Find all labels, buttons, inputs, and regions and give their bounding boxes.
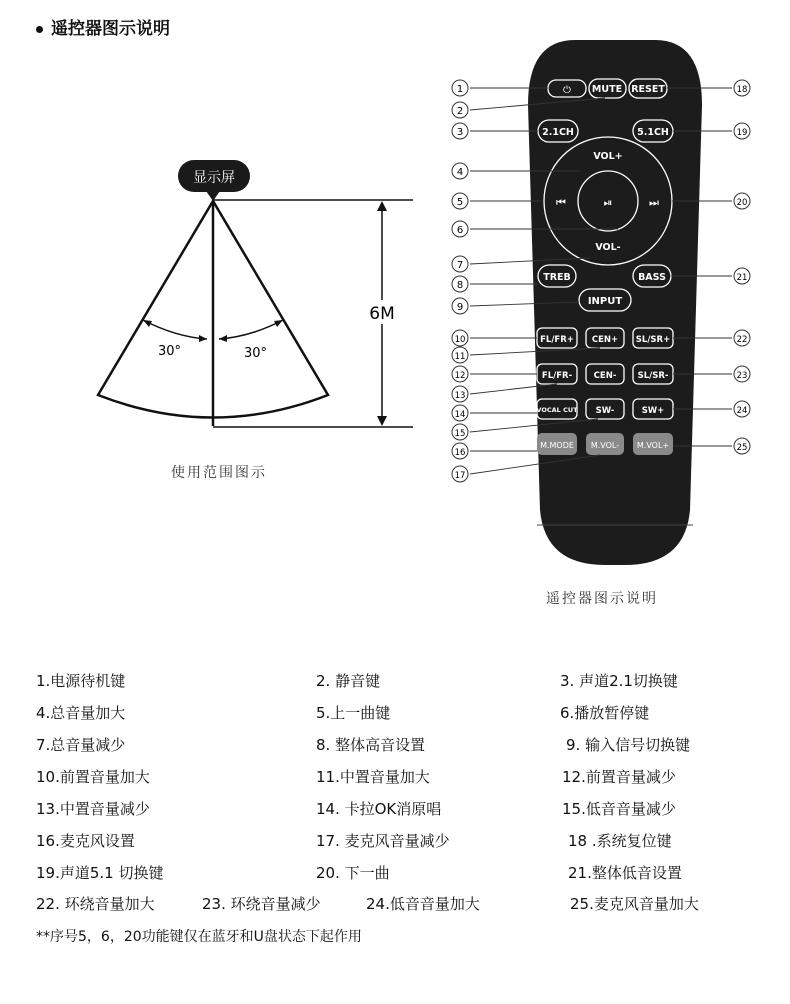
legend-item: 16.麦克风设置 bbox=[36, 832, 135, 850]
svg-text:9: 9 bbox=[456, 302, 464, 313]
svg-text:CEN+: CEN+ bbox=[591, 335, 619, 345]
callout-19 bbox=[734, 123, 750, 139]
callout-1 bbox=[452, 80, 468, 96]
svg-text:SW-: SW- bbox=[595, 406, 615, 416]
legend-item: 1.电源待机键 bbox=[36, 672, 126, 690]
svg-text:M.MODE: M.MODE bbox=[540, 441, 574, 450]
m-vol-plus-button[interactable] bbox=[633, 433, 673, 455]
callout-11 bbox=[452, 347, 468, 363]
legend-item: 12.前置音量减少 bbox=[562, 768, 676, 786]
legend-item: 23. 环绕音量减少 bbox=[202, 895, 321, 913]
callout-17 bbox=[452, 466, 468, 482]
legend-item: 21.整体低音设置 bbox=[568, 864, 682, 882]
arrowhead bbox=[377, 201, 387, 211]
fl-fr-plus-button[interactable] bbox=[537, 328, 577, 348]
svg-text:M.VOL+: M.VOL+ bbox=[636, 441, 670, 450]
svg-text:⏻: ⏻ bbox=[563, 85, 571, 96]
callout-14 bbox=[452, 405, 468, 421]
svg-text:8: 8 bbox=[456, 280, 464, 291]
callout-25 bbox=[734, 438, 750, 454]
legend-item: 4.总音量加大 bbox=[36, 704, 126, 722]
svg-text:1: 1 bbox=[456, 84, 464, 95]
input-button[interactable] bbox=[579, 289, 631, 311]
svg-text:5.1CH: 5.1CH bbox=[637, 127, 669, 138]
legend-item: 3. 声道2.1切换键 bbox=[560, 672, 678, 690]
svg-text:BASS: BASS bbox=[638, 272, 666, 283]
angle-label-right: 30° bbox=[244, 346, 268, 361]
range-diagram bbox=[0, 0, 440, 500]
angle-label-left: 30° bbox=[158, 344, 182, 359]
remote-caption: 遥控器图示说明 bbox=[546, 591, 658, 607]
section-title-text: 遥控器图示说明 bbox=[51, 19, 170, 39]
callout-7 bbox=[452, 256, 468, 272]
reset-button[interactable] bbox=[629, 79, 667, 98]
svg-text:5: 5 bbox=[456, 197, 464, 208]
legend-item: 13.中置音量减少 bbox=[36, 800, 150, 818]
svg-text:25: 25 bbox=[736, 443, 748, 453]
m-mode-button[interactable] bbox=[537, 433, 577, 455]
svg-text:15: 15 bbox=[454, 429, 466, 439]
svg-text:4: 4 bbox=[456, 167, 464, 178]
callout-8 bbox=[452, 276, 468, 292]
legend-item: 6.播放暂停键 bbox=[560, 704, 650, 722]
vol-minus-button[interactable]: VOL- bbox=[595, 242, 621, 253]
angle-arc-left bbox=[143, 320, 207, 339]
legend-item: 14. 卡拉OK消原唱 bbox=[316, 800, 442, 818]
svg-text:2: 2 bbox=[456, 106, 464, 117]
callout-23 bbox=[734, 366, 750, 382]
svg-text:18: 18 bbox=[736, 85, 748, 95]
svg-text:MUTE: MUTE bbox=[591, 84, 623, 95]
fl-fr-minus-button[interactable] bbox=[537, 364, 577, 384]
legend-item: 20. 下一曲 bbox=[316, 864, 390, 882]
vocal-cut-button[interactable] bbox=[536, 399, 578, 419]
distance-label: 6M bbox=[369, 304, 395, 324]
svg-text:22: 22 bbox=[736, 335, 748, 345]
legend-item: 25.麦克风音量加大 bbox=[570, 895, 699, 913]
sw-minus-button[interactable] bbox=[586, 399, 624, 419]
remote-diagram bbox=[440, 40, 780, 600]
legend-item: 10.前置音量加大 bbox=[36, 768, 150, 786]
svg-text:6: 6 bbox=[456, 225, 464, 236]
callout-18 bbox=[734, 80, 750, 96]
vol-plus-button[interactable]: VOL+ bbox=[593, 151, 623, 162]
sl-sr-plus-button[interactable] bbox=[633, 328, 673, 348]
legend-item: 24.低音音量加大 bbox=[366, 895, 480, 913]
svg-text:23: 23 bbox=[736, 371, 748, 381]
callout-13 bbox=[452, 386, 468, 402]
svg-text:M.VOL-: M.VOL- bbox=[590, 441, 620, 450]
svg-text:3: 3 bbox=[456, 127, 464, 138]
legend-item: 9. 输入信号切换键 bbox=[566, 736, 691, 754]
callout-3 bbox=[452, 123, 468, 139]
legend-item: 15.低音音量减少 bbox=[562, 800, 676, 818]
callout-15 bbox=[452, 424, 468, 440]
treb-button[interactable] bbox=[538, 265, 576, 287]
svg-text:10: 10 bbox=[454, 335, 466, 345]
svg-text:24: 24 bbox=[736, 406, 748, 416]
sl-sr-minus-button[interactable] bbox=[633, 364, 673, 384]
svg-text:14: 14 bbox=[454, 410, 466, 420]
svg-text:7: 7 bbox=[456, 260, 464, 271]
svg-text:19: 19 bbox=[736, 128, 748, 138]
bass-button[interactable] bbox=[633, 265, 671, 287]
svg-text:SL/SR-: SL/SR- bbox=[637, 371, 669, 381]
svg-text:CEN-: CEN- bbox=[593, 371, 617, 381]
legend-item: 18 .系统复位键 bbox=[568, 832, 672, 850]
svg-text:12: 12 bbox=[454, 371, 466, 381]
arrowhead bbox=[219, 335, 227, 342]
callout-24 bbox=[734, 401, 750, 417]
arrowhead bbox=[274, 320, 283, 327]
callout-20 bbox=[734, 193, 750, 209]
ch51-button[interactable] bbox=[633, 120, 673, 142]
callout-9 bbox=[452, 298, 468, 314]
svg-text:13: 13 bbox=[454, 391, 466, 401]
screen-label: 显示屏 bbox=[193, 170, 235, 186]
callout-6 bbox=[452, 221, 468, 237]
legend-item: 17. 麦克风音量减少 bbox=[316, 832, 450, 850]
callout-21 bbox=[734, 268, 750, 284]
play-pause-icon[interactable]: ⏯ bbox=[603, 196, 613, 209]
m-vol-minus-button[interactable] bbox=[586, 433, 624, 455]
svg-text:2.1CH: 2.1CH bbox=[542, 127, 574, 138]
svg-text:11: 11 bbox=[454, 352, 466, 362]
sw-plus-button[interactable] bbox=[633, 399, 673, 419]
callout-5 bbox=[452, 193, 468, 209]
callout-16 bbox=[452, 443, 468, 459]
range-caption: 使用范围图示 bbox=[171, 465, 267, 481]
legend-item: 22. 环绕音量加大 bbox=[36, 895, 155, 913]
legend-item: 2. 静音键 bbox=[316, 672, 381, 690]
ch21-button[interactable] bbox=[538, 120, 578, 142]
arrowhead bbox=[377, 416, 387, 426]
legend-item: 19.声道5.1 切换键 bbox=[36, 864, 164, 882]
mute-button[interactable] bbox=[589, 79, 626, 98]
footnote: **序号5，6，20功能键仅在蓝牙和U盘状态下起作用 bbox=[36, 929, 362, 945]
callout-2 bbox=[452, 102, 468, 118]
cen-plus-button[interactable] bbox=[586, 328, 624, 348]
arrowhead bbox=[199, 335, 207, 342]
svg-text:16: 16 bbox=[454, 448, 466, 458]
next-track-icon[interactable]: ⏭ bbox=[649, 196, 659, 209]
callout-22 bbox=[734, 330, 750, 346]
cen-minus-button[interactable] bbox=[586, 364, 624, 384]
svg-text:VOCAL CUT: VOCAL CUT bbox=[536, 406, 578, 414]
arrowhead bbox=[143, 320, 152, 327]
callout-10 bbox=[452, 330, 468, 346]
legend-item: 11.中置音量加大 bbox=[316, 768, 430, 786]
svg-text:FL/FR+: FL/FR+ bbox=[540, 335, 574, 345]
svg-text:17: 17 bbox=[454, 471, 466, 481]
svg-text:FL/FR-: FL/FR- bbox=[541, 371, 573, 381]
legend-item: 5.上一曲键 bbox=[316, 704, 391, 722]
prev-track-icon[interactable]: ⏮ bbox=[556, 196, 566, 209]
angle-arc-right bbox=[219, 320, 283, 339]
svg-text:20: 20 bbox=[736, 198, 748, 208]
callout-4 bbox=[452, 163, 468, 179]
svg-text:SL/SR+: SL/SR+ bbox=[635, 335, 671, 345]
svg-text:RESET: RESET bbox=[631, 84, 665, 95]
svg-text:21: 21 bbox=[736, 273, 748, 283]
callout-12 bbox=[452, 366, 468, 382]
svg-text:TREB: TREB bbox=[543, 272, 571, 283]
legend-item: 7.总音量减少 bbox=[36, 736, 126, 754]
svg-text:SW+: SW+ bbox=[641, 406, 665, 416]
svg-text:INPUT: INPUT bbox=[587, 296, 623, 307]
power-button[interactable] bbox=[548, 80, 586, 97]
legend-item: 8. 整体高音设置 bbox=[316, 736, 426, 754]
